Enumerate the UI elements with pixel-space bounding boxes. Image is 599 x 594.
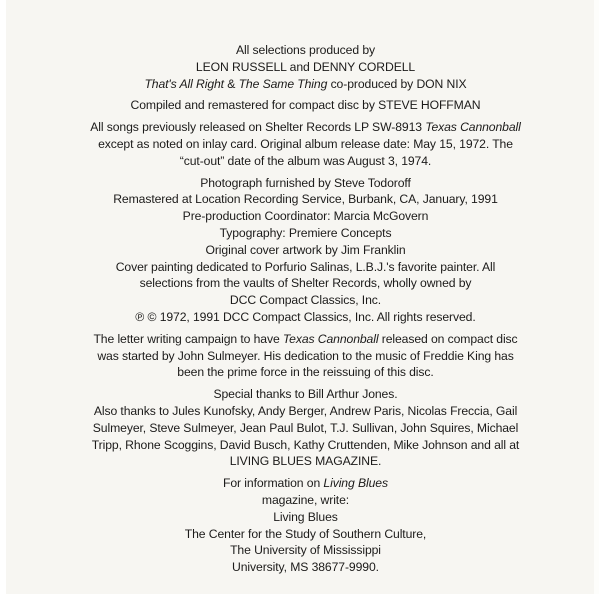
campaign-line-2: was started by John Sulmeyer. His dedication to the music of Freddie King has <box>97 348 514 363</box>
production-credits <box>34 42 577 92</box>
info-line-1 <box>34 475 577 492</box>
ampersand: & <box>223 76 239 91</box>
campaign-line-1-c: released on compact disc <box>378 331 518 346</box>
coproducer-text: co-produced by DON NIX <box>327 76 467 91</box>
address-line-4: University, MS 38677-9990. <box>232 560 379 575</box>
info-line-1-a: For information on <box>223 476 324 491</box>
compiled-credit <box>34 97 577 114</box>
release-line-1 <box>34 119 577 136</box>
credits-text <box>34 42 577 581</box>
campaign-album-title: Texas Cannonball <box>282 331 379 346</box>
typography-line: Typography: Premiere Concepts <box>219 225 392 240</box>
campaign-line-3: been the prime force in the reissuing of this disc. <box>177 365 434 380</box>
page-edge-right <box>594 0 599 594</box>
living-blues-info <box>34 475 577 576</box>
campaign-line-1 <box>34 331 577 348</box>
coproduced-line <box>34 76 577 93</box>
info-line-2: magazine, write: <box>261 492 350 507</box>
special-thanks-line: Special thanks to Bill Arthur Jones. <box>213 387 398 402</box>
release-line-1-text: All songs previously released on Shelter Records LP SW-8913 <box>90 120 426 135</box>
thanks-line-3: Tripp, Rhone Scoggins, David Busch, Kathy Cruttenden, Mike Johnson and all at <box>91 437 520 452</box>
campaign-paragraph <box>34 331 577 381</box>
cover-dedication-line-2: selections from the vaults of Shelter Records, wholly owned by <box>139 276 472 291</box>
compiled-line: Compiled and remastered for compact disc by STEVE HOFFMAN <box>130 98 481 113</box>
song-title-the-same-thing: The Same Thing <box>238 76 328 91</box>
cover-dedication-line-1: Cover painting dedicated to Porfurio Salinas, L.B.J.'s favorite painter. All <box>115 259 496 274</box>
release-line-2: except as noted on inlay card. Original album release date: May 15, 1972. The <box>98 136 513 151</box>
photo-credit-line: Photograph furnished by Steve Todoroff <box>200 175 411 190</box>
address-line-1: Living Blues <box>273 509 338 524</box>
liner-notes-page <box>6 0 594 594</box>
cover-artwork-line: Original cover artwork by Jim Franklin <box>205 242 406 257</box>
coordinator-line: Pre-production Coordinator: Marcia McGovern <box>182 209 429 224</box>
release-info <box>34 119 577 169</box>
thanks-line-1: Also thanks to Jules Kunofsky, Andy Berger, Andrew Paris, Nicolas Freccia, Gail <box>93 403 518 418</box>
copyright-line: ℗ © 1972, 1991 DCC Compact Classics, Inc. All rights reserved. <box>135 309 476 324</box>
song-title-thats-all-right: That's All Right <box>144 76 224 91</box>
produced-by-line: All selections produced by <box>236 43 375 57</box>
thanks-line-2: Sulmeyer, Steve Sulmeyer, Jean Paul Bulot, T.J. Sullivan, John Squires, Michael <box>92 420 519 435</box>
producers-line: LEON RUSSELL and DENNY CORDELL <box>195 59 416 74</box>
remaster-location-line: Remastered at Location Recording Service, Burbank, CA, January, 1991 <box>113 192 498 207</box>
magazine-title: Living Blues <box>323 476 388 491</box>
thanks-paragraph <box>34 386 577 470</box>
thanks-line-4: LIVING BLUES MAGAZINE. <box>229 454 382 469</box>
address-line-3: The University of Mississippi <box>230 543 381 558</box>
staff-credits <box>34 175 577 326</box>
owner-line: DCC Compact Classics, Inc. <box>229 293 382 308</box>
address-line-2: The Center for the Study of Southern Culture, <box>184 526 427 541</box>
album-title: Texas Cannonball <box>425 120 521 135</box>
release-line-3: “cut-out” date of the album was August 3, 1974. <box>179 153 432 168</box>
campaign-line-1-a: The letter writing campaign to have <box>93 331 283 346</box>
